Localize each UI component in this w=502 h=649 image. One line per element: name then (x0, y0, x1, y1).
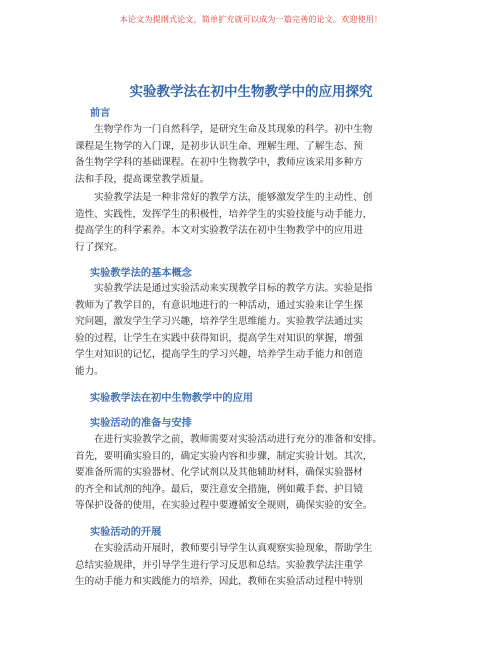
text-line: 生的动手能力和实践能力的培养，因此，教师在实验活动过程中特别 (75, 576, 363, 588)
paragraph-prep-1 (75, 432, 435, 515)
text-line: 在实验活动开展时，教师要引导学生认真观察实验现象，帮助学生 (75, 543, 373, 554)
heading-application: 实验教学法在初中生物教学中的应用 (90, 392, 253, 404)
heading-conduct: 实验活动的开展 (90, 526, 162, 538)
text-line: 验的过程，让学生在实践中获得知识，提高学生对知识的掌握，增强 (75, 332, 363, 344)
document-title: 实验教学法在初中生物教学中的应用探究 (129, 84, 373, 100)
paragraph-concept-1 (75, 281, 435, 381)
text-line: 学生对知识的记忆，提高学生的学习兴趣，培养学生动手能力和创造 (75, 349, 363, 361)
text-line: 究问题，激发学生学习兴趣，培养学生思维能力。实验教学法通过实 (75, 316, 363, 328)
text-line: 能力。 (75, 365, 104, 377)
text-line: 实验教学法是一种非常好的教学方法，能够激发学生的主动性、创 (75, 192, 373, 203)
heading-concept: 实验教学法的基本概念 (90, 267, 192, 279)
heading-prep: 实验活动的准备与安排 (90, 417, 192, 429)
text-line: 法和手段，提高课堂教学质量。 (75, 173, 210, 185)
text-line: 课程是生物学的入门课，是初步认识生命、理解生理、了解生态、预 (75, 140, 363, 152)
text-line: 造性、实践性，发挥学生的积极性，培养学生的实验技能与动手能力， (75, 208, 373, 220)
text-line: 总结实验规律，并引导学生进行学习反思和总结。实验教学法注重学 (75, 559, 363, 571)
text-line: 的齐全和试剂的纯净。最后，要注意安全措施，例如戴手套、护目镜 (75, 483, 363, 495)
text-line: 备生物学学科的基础课程。在初中生物教学中，教师应该采用多种方 (75, 157, 363, 169)
text-line: 实验教学法是通过实验活动来实现教学目标的教学方法。实验是指 (75, 283, 373, 294)
paragraph-intro-1 (75, 122, 435, 188)
text-line: 首先，要明确实验目的，确定实验内容和步骤，制定实验计划。其次， (75, 450, 373, 462)
top-notice: 本论文为提纲式论文，简单扩充就可以成为一篇完善的论文。欢迎使用！ (119, 15, 383, 24)
paragraph-conduct-1 (75, 541, 435, 591)
text-line: 教师为了教学目的，有意识地进行的一种活动，通过实验来让学生探 (75, 299, 363, 311)
text-line: 在进行实验教学之前，教师需要对实验活动进行充分的准备和安排。 (75, 434, 382, 445)
text-line: 生物学作为一门自然科学，是研究生命及其现象的科学。初中生物 (75, 124, 373, 135)
text-line: 行了探究。 (75, 241, 123, 253)
heading-intro: 前言 (90, 107, 111, 119)
text-line: 提高学生的科学素养。本文对实验教学法在初中生物教学中的应用进 (75, 225, 363, 237)
text-line: 等保护设备的使用，在实验过程中要遵循安全规则，确保实验的安全。 (75, 500, 373, 512)
paragraph-intro-2 (75, 190, 435, 256)
text-line: 要准备所需的实验器材、化学试剂以及其他辅助材料，确保实验器材 (75, 467, 363, 479)
